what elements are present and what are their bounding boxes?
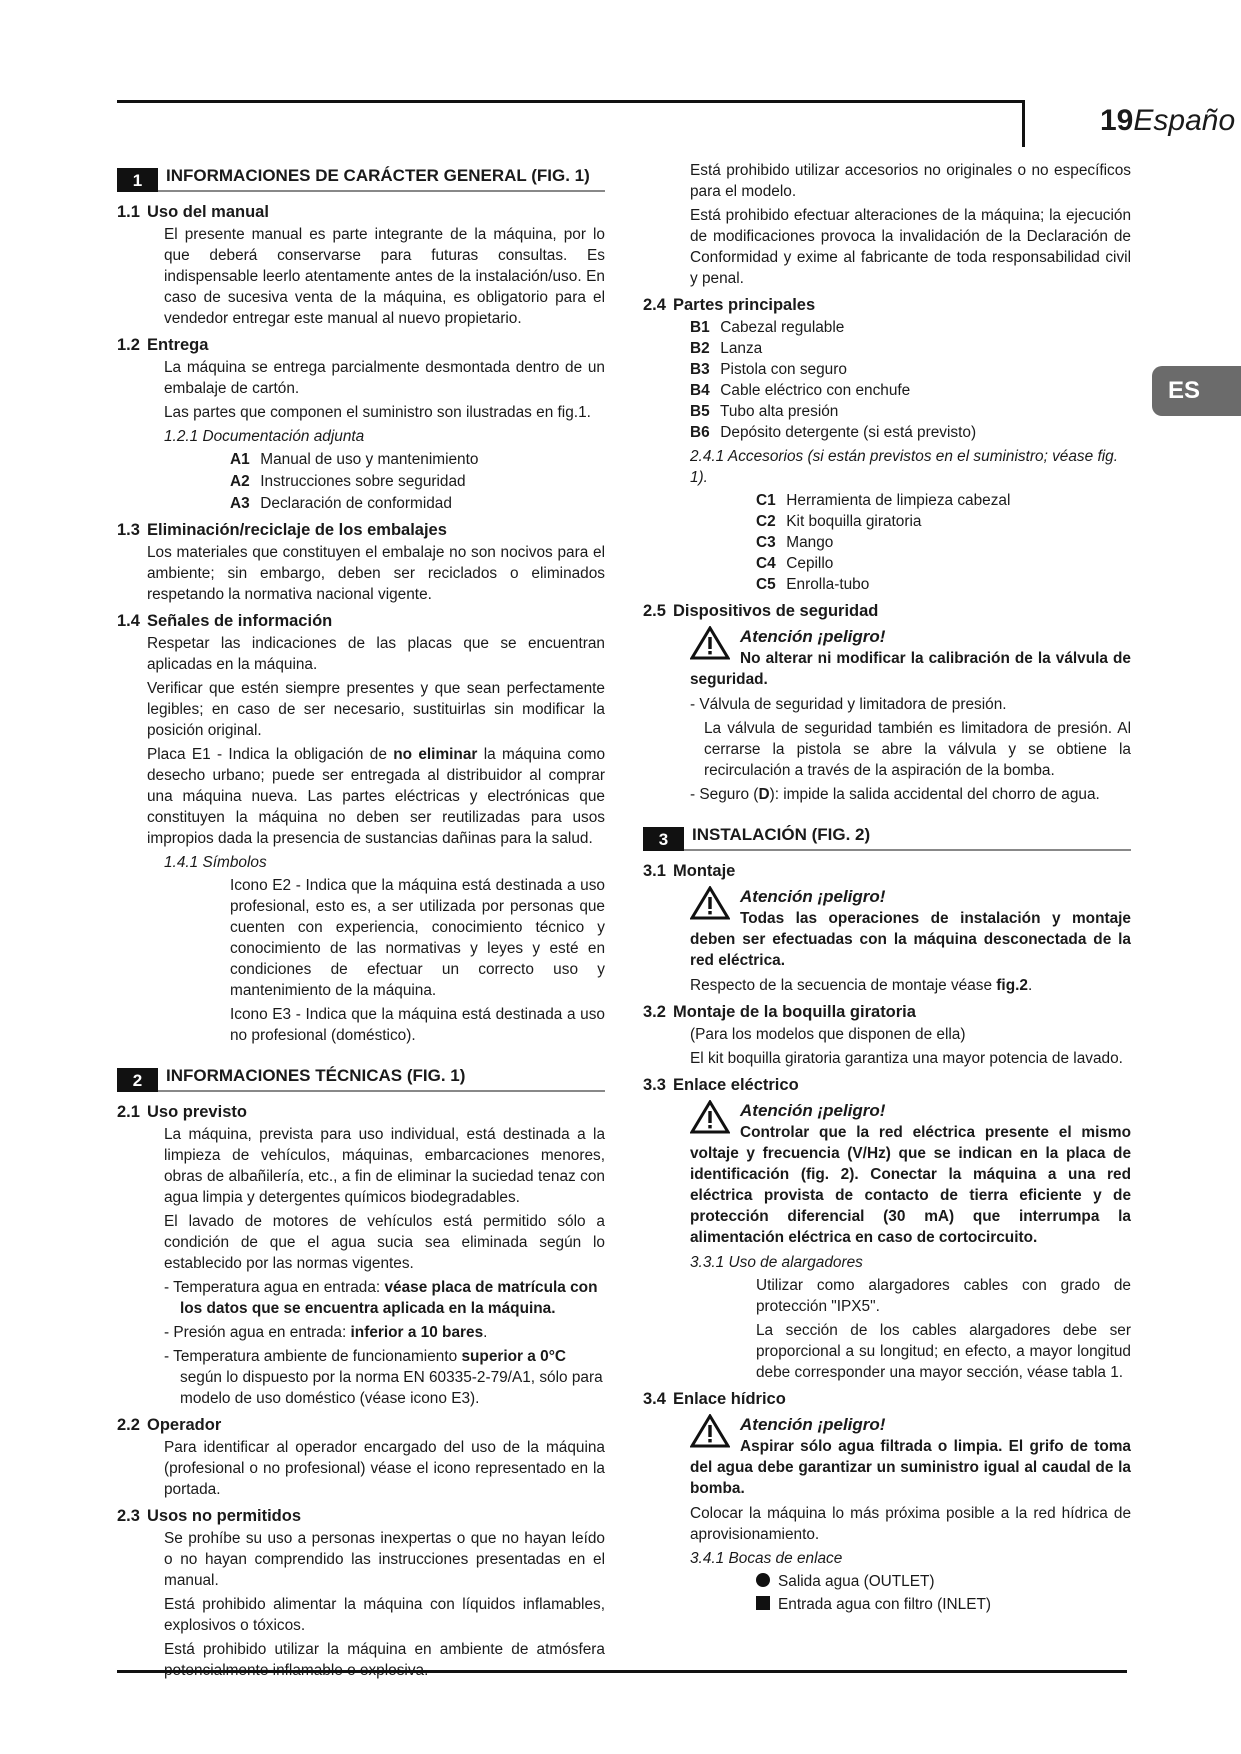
paragraph: El presente manual es parte integrante de la máquina, por lo que deberá conservarse para futuras consultas. Es indispensable leerlo atentamente antes de la instalación/uso. En caso de sucesiva venta de la máquina, es obligatorio para el vendedor entregar este manual al nuevo propietario. <box>164 226 605 327</box>
warning-text: Aspirar sólo agua filtrada o limpia. El grifo de toma del agua debe garantizar un suministro igual al caudal de la bomba. <box>690 1438 1131 1497</box>
section-number: 2 <box>117 1068 158 1092</box>
paragraph: Icono E2 - Indica que la máquina está destinada a uso profesional, esto es, a ser utilizada por personas que cuenten con experiencia, conocimiento técnico y conocimiento de las normativas y leyes y esté en condiciones de efectuar un correcto uso y mantenimiento de la máquina. <box>230 877 605 999</box>
paragraph: Está prohibido utilizar la máquina en ambiente de atmósfera potencialmente inflamable o explosiva. <box>164 1641 605 1679</box>
warning-text: Todas las operaciones de instalación y montaje deben ser efectuadas con la máquina desconectada de la red eléctrica. <box>690 910 1131 969</box>
list-item: B5 Tubo alta presión <box>690 403 839 420</box>
square-icon <box>756 1596 770 1610</box>
paragraph: La válvula de seguridad también es limitadora de presión. Al cerrarse la pistola se abre la válvula y se obtiene la recirculación a través de la aspiración de la bomba. <box>704 720 1131 779</box>
heading-2-2: 2.2 Operador <box>117 1416 222 1434</box>
section-1-header <box>117 162 605 192</box>
section-number: 3 <box>643 827 684 851</box>
section-3-header <box>643 821 1131 851</box>
warning-title: Atención ¡peligro! <box>740 1415 886 1434</box>
list-item: B4 Cable eléctrico con enchufe <box>690 382 911 399</box>
warning-box <box>690 886 1131 971</box>
warning-box <box>690 1414 1131 1499</box>
warning-title: Atención ¡peligro! <box>740 627 886 646</box>
doc-list <box>230 449 605 514</box>
warning-box <box>690 626 1131 690</box>
subheading-1-2-1: 1.2.1 Documentación adjunta <box>164 428 365 445</box>
heading-2-1: 2.1 Uso previsto <box>117 1103 247 1121</box>
list-item: C2 Kit boquilla giratoria <box>756 513 922 530</box>
top-rule-tick <box>1022 100 1025 147</box>
heading-3-2: 3.2 Montaje de la boquilla giratoria <box>643 1003 916 1021</box>
list-item: B1 Cabezal regulable <box>690 319 845 336</box>
warning-box <box>690 1100 1131 1248</box>
paragraph: (Para los modelos que disponen de ella) <box>690 1026 966 1043</box>
list-item: B2 Lanza <box>690 340 763 357</box>
page-number: 19 <box>1100 104 1134 137</box>
top-rule <box>117 100 1025 103</box>
bullet-item: - Presión agua en entrada: inferior a 10 bares. <box>164 1324 488 1341</box>
section-title: INSTALACIÓN (FIG. 2) <box>692 825 871 844</box>
heading-1-3: 1.3 Eliminación/reciclaje de los embalajes <box>117 521 447 539</box>
heading-1-1: 1.1 Uso del manual <box>117 203 269 221</box>
paragraph: Está prohibido efectuar alteraciones de la máquina; la ejecución de modificaciones provoca la invalidación de la Declaración de Conformidad y exime al fabricante de toda responsabilidad civil y penal. <box>690 207 1131 287</box>
paragraph: Respetar las indicaciones de las placas que se encuentran aplicadas en la máquina. <box>147 635 605 673</box>
section-title: INFORMACIONES DE CARÁCTER GENERAL (FIG. 1) <box>166 166 590 185</box>
bottom-rule <box>117 1670 1127 1673</box>
circle-icon <box>756 1573 770 1587</box>
paragraph: La máquina, prevista para uso individual, está destinada a la limpieza de vehículos, máquinas, embarcaciones menores, obras de albañilería, etc., a fin de eliminar la suciedad tenaz con agua limpia y detergentes químicos biodegradables. <box>164 1126 605 1206</box>
paragraph: La sección de los cables alargadores debe ser proporcional a su longitud; en efecto, a mayor longitud debe corresponder una mayor sección, véase tabla 1. <box>756 1322 1131 1381</box>
paragraph: Las partes que componen el suministro son ilustradas en fig.1. <box>164 404 591 421</box>
paragraph: Está prohibido utilizar accesorios no originales o no específicos para el modelo. <box>690 162 1131 200</box>
paragraph: Icono E3 - Indica que la máquina está destinada a uso no profesional (doméstico). <box>230 1006 605 1044</box>
bullet-item: - Válvula de seguridad y limitadora de presión. <box>690 696 1007 713</box>
heading-2-3: 2.3 Usos no permitidos <box>117 1507 302 1525</box>
list-item: A2 Instrucciones sobre seguridad <box>230 473 466 490</box>
paragraph: Está prohibido alimentar la máquina con líquidos inflamables, explosivos o tóxicos. <box>164 1596 605 1634</box>
section-title: INFORMACIONES TÉCNICAS (FIG. 1) <box>166 1066 466 1085</box>
warning-title: Atención ¡peligro! <box>740 1101 886 1120</box>
right-column <box>643 160 1131 1617</box>
list-item: A3 Declaración de conformidad <box>230 495 452 512</box>
heading-2-5: 2.5 Dispositivos de seguridad <box>643 602 879 620</box>
paragraph: Colocar la máquina lo más próxima posible a la red hídrica de aprovisionamiento. <box>690 1505 1131 1543</box>
list-item: C5 Enrolla-tubo <box>756 576 870 593</box>
warning-text: No alterar ni modificar la calibración de la válvula de seguridad. <box>690 650 1131 688</box>
bullet-item: - Seguro (D): impide la salida accidental del chorro de agua. <box>690 786 1100 803</box>
list-item: B6 Depósito detergente (si está previsto) <box>690 424 977 441</box>
paragraph: Utilizar como alargadores cables con grado de protección "IPX5". <box>756 1277 1131 1315</box>
bullet-item: - Temperatura agua en entrada: véase placa de matrícula con los datos que se encuentra aplicada en la máquina. <box>164 1279 598 1317</box>
heading-1-2: 1.2 Entrega <box>117 336 209 354</box>
list-item: B3 Pistola con seguro <box>690 361 847 378</box>
paragraph: Para identificar al operador encargado del uso de la máquina (profesional o no profesional) véase el icono representado en la portada. <box>164 1439 605 1498</box>
left-column <box>117 160 605 1684</box>
language-tab: ES <box>1152 366 1241 416</box>
page-header <box>1100 104 1235 138</box>
subheading-1-4-1: 1.4.1 Símbolos <box>164 854 267 871</box>
accessories-list <box>756 490 1131 595</box>
paragraph: Verificar que estén siempre presentes y que sean perfectamente legibles; en caso de ser necesario, sustituirlas sin modificar la posición original. <box>147 680 605 739</box>
parts-list <box>690 317 1131 443</box>
paragraph: El lavado de motores de vehículos está permitido sólo a condición de que el agua sucia sea eliminada según lo establecido por las normas vigentes. <box>164 1213 605 1272</box>
list-item: C1 Herramienta de limpieza cabezal <box>756 492 1011 509</box>
outlet-item: Salida agua (OUTLET) <box>756 1571 1131 1592</box>
list-item: C4 Cepillo <box>756 555 834 572</box>
heading-3-1: 3.1 Montaje <box>643 862 736 880</box>
section-2-header <box>117 1062 605 1092</box>
heading-3-4: 3.4 Enlace hídrico <box>643 1390 786 1408</box>
heading-3-3: 3.3 Enlace eléctrico <box>643 1076 799 1094</box>
subheading-2-4-1: 2.4.1 Accesorios (si están previstos en el suministro; véase fig. 1). <box>690 448 1118 486</box>
section-number: 1 <box>117 168 158 192</box>
paragraph: La máquina se entrega parcialmente desmontada dentro de un embalaje de cartón. <box>164 359 605 397</box>
paragraph: Respecto de la secuencia de montaje véase fig.2. <box>690 977 1033 994</box>
heading-1-4: 1.4 Señales de información <box>117 612 333 630</box>
paragraph: Los materiales que constituyen el embalaje no son nocivos para el ambiente; sin embargo, deben ser reciclados o eliminados respetando la normativa nacional vigente. <box>147 544 605 603</box>
paragraph: Placa E1 - Indica la obligación de no eliminar la máquina como desecho urbano; puede ser entregada al distribuidor al comprar una máquina nueva. Las partes eléctricas y electrónicas que constituyen la máquina no deben ser reutilizadas para usos impropios dada la presencia de sustancias dañinas para la salud. <box>147 746 606 847</box>
bullet-item: - Temperatura ambiente de funcionamiento superior a 0°C según lo dispuesto por la norma EN 60335-2-79/A1, sólo para modelo de uso doméstico (véase icono E3). <box>164 1348 603 1407</box>
paragraph: Se prohíbe su uso a personas inexpertas o que no hayan leído o no hayan comprendido las instrucciones presentadas en el manual. <box>164 1530 605 1589</box>
warning-text: Controlar que la red eléctrica presente el mismo voltaje y frecuencia (V/Hz) que se indican en la placa de identificación (fig. 2). Conectar la máquina a una red eléctrica provista de contacto de tierra eficiente y de protección diferencial (30 mA) que interrumpa la alimentación eléctrica en caso de cortocircuito. <box>690 1124 1131 1246</box>
list-item: A1 Manual de uso y mantenimiento <box>230 451 479 468</box>
paragraph: El kit boquilla giratoria garantiza una mayor potencia de lavado. <box>690 1050 1123 1067</box>
warning-title: Atención ¡peligro! <box>740 887 886 906</box>
list-item: C3 Mango <box>756 534 834 551</box>
language-name: Españo <box>1133 104 1236 137</box>
heading-2-4: 2.4 Partes principales <box>643 296 816 314</box>
subheading-3-3-1: 3.3.1 Uso de alargadores <box>690 1254 863 1271</box>
subheading-3-4-1: 3.4.1 Bocas de enlace <box>690 1550 843 1567</box>
inlet-item: Entrada agua con filtro (INLET) <box>756 1594 1131 1615</box>
